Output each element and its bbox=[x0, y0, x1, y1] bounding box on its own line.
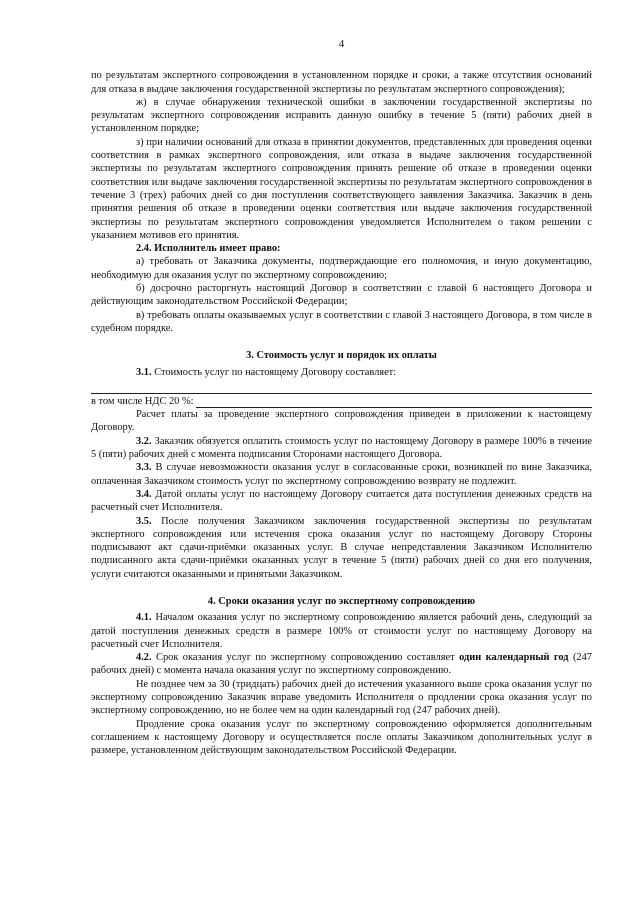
paragraph-item-v: в) требовать оплаты оказываемых услуг в соответствии с главой 3 настоящего Договора, в том числе в судебном порядке. bbox=[91, 309, 592, 334]
page-number: 4 bbox=[338, 38, 345, 50]
clause-text-end: (247 рабочих дней) с момента начала оказания услуг по экспертному сопровождению. bbox=[91, 652, 593, 677]
paragraph-calculation: Расчет платы за проведение экспертного сопровождения приведен в приложении к настоящему Договору. bbox=[91, 409, 592, 434]
clause-number: 3.1. bbox=[136, 366, 152, 378]
paragraph-item-zh: ж) в случае обнаружения технической ошибки в заключении государственной экспертизы по результатам экспертного сопровождения исправить данную ошибку в течение 5 (пяти) рабочих дней в установленном порядке; bbox=[91, 96, 592, 135]
clause-text: Датой оплаты услуг по настоящему Договору считается дата поступления денежных средств на расчетный счет Исполнителя. bbox=[91, 488, 592, 514]
clause-bold-term: один календарный год bbox=[459, 652, 569, 664]
paragraph-extension-terms: Продление срока оказания услуг по экспертному сопровождению оформляется дополнительным соглашением к настоящему Договору и осуществляется после оплаты Заказчиком дополнительных услуг в размере, установленном действующим законодательством Российской Федерации. bbox=[91, 718, 592, 757]
clause-4-2 bbox=[91, 651, 592, 678]
clause-3-1 bbox=[91, 366, 592, 379]
paragraph-continuation: по результатам экспертного сопровождения в установленном порядке и сроки, а также отсутствия оснований для отказа в выдаче заключения государственной экспертизы по результатам экспертного сопровождения); bbox=[91, 70, 592, 95]
clause-number: 4.2. bbox=[136, 652, 152, 664]
clause-number: 3.5. bbox=[136, 515, 152, 527]
clause-text: Срок оказания услуг по экспертному сопровождению составляет bbox=[151, 652, 460, 664]
paragraph-item-b: б) досрочно расторгнуть настоящий Договор в соответствии с главой 6 настоящего Договора и действующим законодательством Российской Федерации; bbox=[91, 283, 592, 308]
clause-text: Началом оказания услуг по экспертному сопровождению является рабочий день, следующий за датой поступления денежных средств в размере 100% от стоимости услуг по настоящему Договору на расчетный счет Исполнителя. bbox=[91, 612, 592, 650]
clause-3-3 bbox=[91, 461, 592, 488]
paragraph-item-a: а) требовать от Заказчика документы, подтверждающие его полномочия, и иную документацию, необходимую для оказания услуг по экспертному сопровождению; bbox=[91, 256, 592, 281]
clause-3-5 bbox=[91, 515, 592, 581]
clause-text: Стоимость услуг по настоящему Договору составляет: bbox=[151, 366, 397, 378]
vat-blank-line bbox=[196, 396, 592, 408]
clause-number: 3.3. bbox=[136, 462, 152, 474]
section-3-heading: 3. Стоимость услуг и порядок их оплаты bbox=[246, 350, 437, 362]
clause-text: В случае невозможности оказания услуг в согласованные сроки, возникшей по вине Заказчика, оплаченная Заказчиком стоимость услуг по экспертному сопровождению возврату не подлежит. bbox=[91, 462, 592, 487]
clause-text: Заказчик обязуется оплатить стоимость услуг по настоящему Договору в размере 100% в течение 5 (пяти) рабочих дней с момента подписания Сторонами настоящего Договора. bbox=[91, 435, 592, 461]
clause-4-1 bbox=[91, 611, 592, 651]
clause-3-2 bbox=[91, 435, 592, 462]
clause-number: 3.2. bbox=[136, 435, 152, 447]
clause-number: 3.4. bbox=[136, 488, 152, 500]
section-2-4-title: 2.4. Исполнитель имеет право: bbox=[136, 243, 281, 255]
section-4-heading: 4. Сроки оказания услуг по экспертному сопровождению bbox=[207, 595, 476, 607]
vat-row bbox=[91, 395, 592, 408]
price-blank-line bbox=[91, 379, 592, 394]
clause-number: 4.1. bbox=[136, 612, 152, 624]
vat-label: в том числе НДС 20 %: bbox=[91, 395, 194, 407]
paragraph-extension-notice: Не позднее чем за 30 (тридцать) рабочих дней до истечения указанного выше срока оказания услуг по экспертному сопровождению Заказчик вправе уведомить Исполнителя о продлении срока оказания услуг по экспертному сопровождению, но не более чем на один календарный год (247 рабочих дней). bbox=[91, 678, 592, 717]
clause-3-4 bbox=[91, 488, 592, 515]
clause-text: После получения Заказчиком заключения государственной экспертизы по результатам экспертного сопровождения или истечения срока оказания услуг по настоящему Договору Стороны подписывают акт сдачи-приёмки оказанных услуг. В случае непредставления Заказчиком Исполнителю подписанного акта сдачи-приёмки оказанных услуг в течение 5 (пяти) рабочих дней со дня его получения, услуги считаются оказанными и принятыми Заказчиком. bbox=[91, 515, 592, 580]
paragraph-item-z: з) при наличии оснований для отказа в принятии документов, представленных для проведения оценки соответствия в рамках экспертного сопровождения, или отказа в выдаче заключения государственной экспертизы по результатам экспертного сопровождения принять решение об отказе в проведении оценки соответствия или выдаче заключения государственной экспертизы по результатам экспертного сопровождения в течение 3 (трех) рабочих дней со дня поступления соответствующего заявления Заказчика. Заказчик в день принятия решения об отказе в проведении оценки соответствия или выдаче заключения государственной экспертизы по результатам экспертного сопровождения уведомляется Исполнителем о таком решении с указанием мотивов его принятия. bbox=[91, 136, 592, 241]
